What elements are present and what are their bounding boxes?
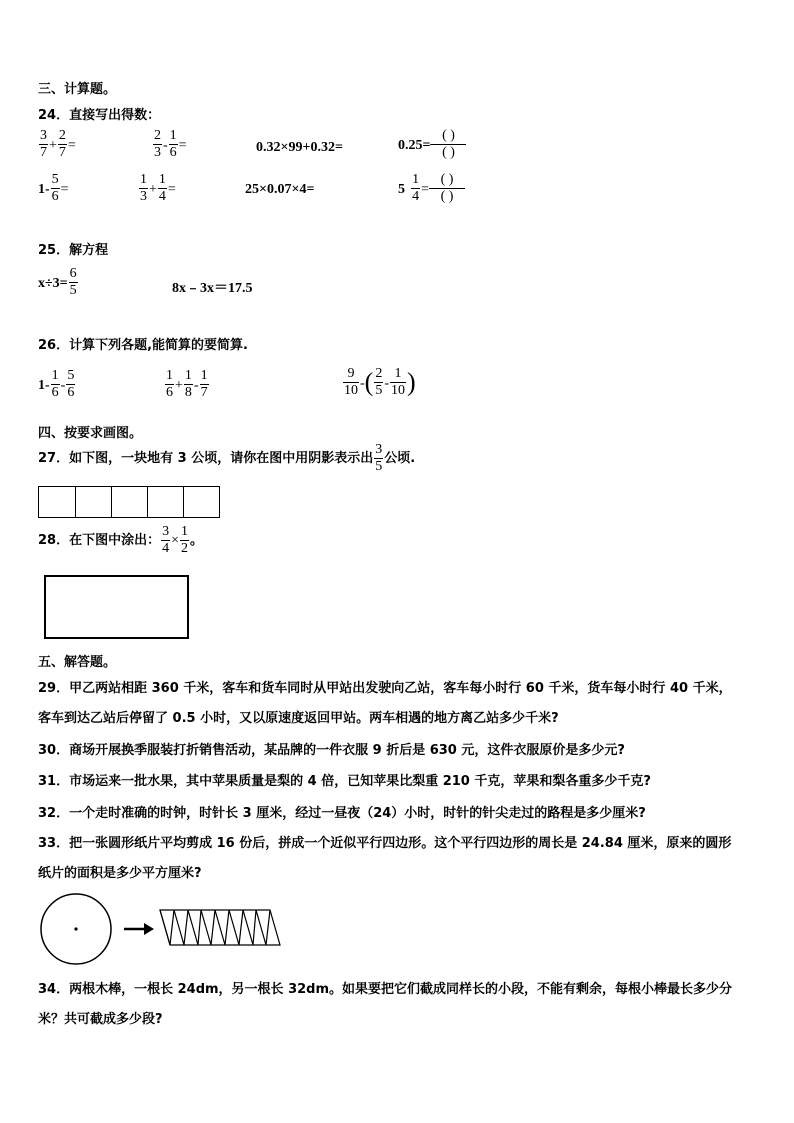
q27-grid-divider (111, 487, 112, 517)
q27-grid-divider (183, 487, 184, 517)
q24-item-6: $\frac{1}{3}$ + $\frac{1}{4}$ = (140, 172, 176, 204)
question-25-title: 25．解方程 (38, 243, 109, 258)
q24-item-4: 0.25= $\frac{( )}{( )}$ (398, 128, 466, 161)
question-27-text: 27．如下图，一块地有 3 公顷，请你在图中用阴影表示出 $\frac{3}{5}$ 公顷. (38, 442, 416, 474)
q27-grid-divider (75, 487, 76, 517)
question-33-line-2: 纸片的面积是多少平方厘米? (38, 866, 202, 881)
circle-center-dot (74, 927, 77, 930)
q28-rectangle[interactable] (44, 575, 189, 639)
question-24-title: 24．直接写出得数： (38, 108, 161, 123)
q26-expression-2: $\frac{1}{6}$ + $\frac{1}{8}$ - $\frac{1}{7}$ (166, 368, 208, 400)
q26-expression-3: $\frac{9}{10}$ -( $\frac{2}{5}$ - $\frac{1}{10}$ ) (344, 366, 416, 398)
q24-item-2: $\frac{2}{3}$ - $\frac{1}{6}$ = (154, 128, 187, 160)
q26-expression-1: 1- $\frac{1}{6}$ - $\frac{5}{6}$ (38, 368, 75, 400)
question-30: 30．商场开展换季服装打折销售活动，某品牌的一件衣服 9 折后是 630 元，这件衣服原价是多少元? (38, 743, 625, 758)
q24-item-3: 0.32×99+0.32= (256, 140, 343, 155)
question-34-line-2: 米？共可截成多少段? (38, 1012, 163, 1027)
parallelogram-shape (160, 910, 280, 945)
q24-item-7: 25×0.07×4= (245, 182, 315, 197)
section-title-5: 五、解答题。 (38, 655, 117, 670)
arrow-icon (144, 923, 154, 935)
q33-figure (38, 890, 288, 968)
q24-item-1: $\frac{3}{7}$ + $\frac{2}{7}$ = (40, 128, 76, 160)
q25-equation-2: 8x﹣3x＝17.5 (172, 281, 253, 296)
question-26-title: 26．计算下列各题,能简算的要简算. (38, 338, 248, 353)
q27-grid-divider (147, 487, 148, 517)
question-32: 32．一个走时准确的时钟，时针长 3 厘米，经过一昼夜（24）小时，时针的针尖走过的路程是多少厘米? (38, 806, 646, 821)
question-29-line-2: 客车到达乙站后停留了 0.5 小时，又以原速度返回甲站。两车相遇的地方离乙站多少千米? (38, 711, 559, 726)
section-title-3: 三、计算题。 (38, 82, 117, 97)
question-29-line-1: 29．甲乙两站相距 360 千米，客车和货车同时从甲站出发驶向乙站，客车每小时行 60 千米，货车每小时行 40 千米， (38, 681, 732, 696)
question-28-text: 28．在下图中涂出： $\frac{3}{4}$ × $\frac{1}{2}$ 。 (38, 524, 204, 556)
q25-equation-1: x÷3= $\frac{6}{5}$ (38, 266, 77, 298)
question-31: 31．市场运来一批水果，其中苹果质量是梨的 4 倍，已知苹果比梨重 210 千克，苹果和梨各重多少千克? (38, 774, 651, 789)
q24-item-5: 1- $\frac{5}{6}$ = (38, 172, 69, 204)
q24-item-8: 5 $\frac{1}{4}$ = $\frac{( )}{( )}$ (398, 172, 465, 205)
question-34-line-1: 34．两根木棒，一根长 24dm，另一根长 32dm。如果要把它们截成同样长的小段，不能有剩余，每根小棒最长多少分 (38, 982, 733, 997)
question-33-line-1: 33．把一张圆形纸片平均剪成 16 份后，拼成一个近似平行四边形。这个平行四边形的周长是 24.84 厘米，原来的圆形 (38, 836, 732, 851)
section-title-4: 四、按要求画图。 (38, 426, 143, 441)
q27-grid[interactable] (38, 486, 220, 518)
